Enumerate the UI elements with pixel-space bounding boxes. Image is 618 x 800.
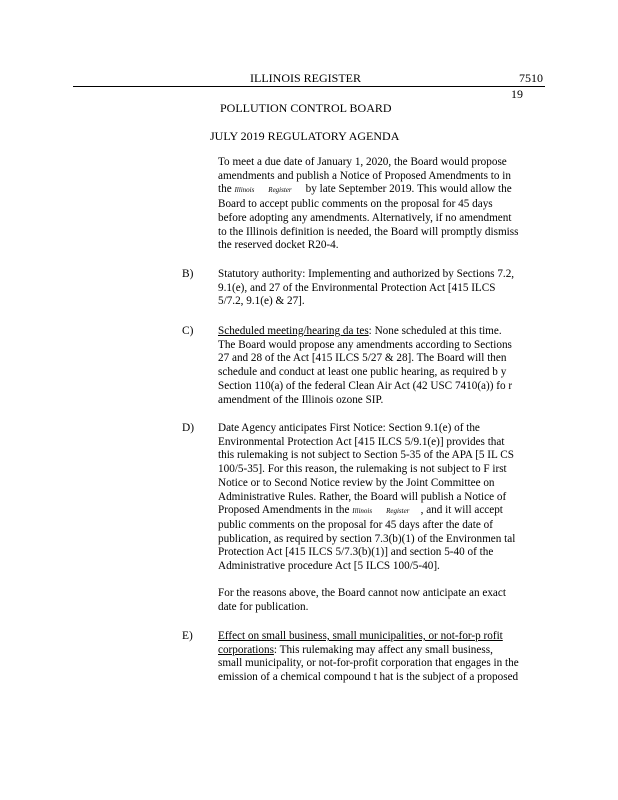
section-d-line-register: Proposed Amendments in the Illinois Register , and it will accept [218,504,503,517]
italic-register: Register [386,507,410,516]
section-d-followup-line: date for publication. [218,600,309,613]
section-e-line: emission of a chemical compound t hat is the subject of a proposed [218,671,519,684]
section-d-followup-line: For the reasons above, the Board cannot now anticipate an exact [218,587,506,599]
intro-line-register: the Illinois Register by late September 2019. This would allow the [218,183,512,196]
section-d-line: 100/5-35]. For this reason, the rulemaking is not subject to F irst [218,463,507,476]
intro-line: to the Illinois definition is needed, the Board will promptly dismiss [218,225,519,238]
section-b-text [218,268,545,309]
section-e-heading-line2: corporations: This rulemaking may affect any small business, [218,643,493,656]
section-c-line: Section 110(a) of the federal Clean Air Act (42 USC 7410(a)) fo r [218,379,513,392]
section-d-line: Environmental Protection Act [415 ILCS 5/9.1(e)] provides that [218,435,505,448]
section-b-line: 9.1(e), and 27 of the Environmental Protection Act [415 ILCS [218,281,496,294]
section-d-line: Date Agency anticipates First Notice: Section 9.1(e) of the [218,422,480,434]
section-b-line: Statutory authority: Implementing and authorized by Sections 7.2, [218,268,515,280]
section-e-heading: Effect on small business, small municipalities, or not-for-p rofit [218,630,503,642]
intro-line: before adopting any amendments. Alternatively, if no amendment [218,211,512,224]
header-rule [73,86,545,87]
register-title: ILLINOIS REGISTER [250,71,361,85]
italic-register: Register [268,186,292,195]
section-c-line: The Board would propose any amendments according to Sections [218,338,512,351]
intro-line: Board to accept public comments on the proposal for 45 days [218,198,493,211]
agency-title: POLLUTION CONTROL BOARD [220,101,392,115]
section-d-followup [218,587,545,614]
intro-line: To meet a due date of January 1, 2020, the Board would propose [218,156,507,168]
italic-illinois: Illinois [234,186,255,195]
section-c-heading: Scheduled meeting/hearing da tes [218,325,369,337]
intro-line: the reserved docket R20-4. [218,239,339,252]
section-d-label: D) [182,422,195,434]
section-d-text [218,422,545,574]
section-d-line: Protection Act [415 ILCS 5/7.3(b)(1)] and section 5-40 of the [218,546,494,559]
section-c-line: schedule and conduct at least one public hearing, as required b y [218,366,507,379]
intro-paragraph [218,156,545,253]
section-d-line: publication, as required by section 7.3(b)(1) of the Environmen tal [218,532,516,545]
section-c-line: amendment of the Illinois ozone SIP. [218,393,384,406]
section-b-line: 5/7.2, 9.1(e) & 27]. [218,295,305,308]
agenda-title: JULY 2019 REGULATORY AGENDA [210,129,400,143]
italic-illinois: Illinois [352,507,373,516]
section-b-label: B) [182,268,194,280]
section-c-label: C) [182,325,194,337]
section-d-line: this rulemaking is not subject to Section 5-35 of the APA [5 IL CS [218,449,514,462]
section-d-line: Administrative procedure Act [5 ILCS 100/5-40]. [218,560,440,573]
section-e-line: small municipality, or not-for-profit corporation that engages in the [218,657,519,670]
section-d-line: public comments on the proposal for 45 days after the date of [218,518,493,531]
section-c-line: 27 and 28 of the Act [415 ILCS 5/27 & 28]. The Board will then [218,352,507,365]
section-d-line: Notice or to Second Notice review by the Joint Committee on [218,476,495,489]
section-c-text [218,325,545,407]
intro-line: amendments and publish a Notice of Proposed Amendments to in [218,169,512,182]
issue-number: 19 [511,87,523,101]
page-number: 7510 [519,71,543,85]
section-e-label: E) [182,630,193,642]
section-e-text [218,630,545,685]
section-c-heading-line: Scheduled meeting/hearing da tes: None scheduled at this time. [218,325,502,337]
section-d-line: Administrative Rules. Rather, the Board will publish a Notice of [218,490,507,503]
